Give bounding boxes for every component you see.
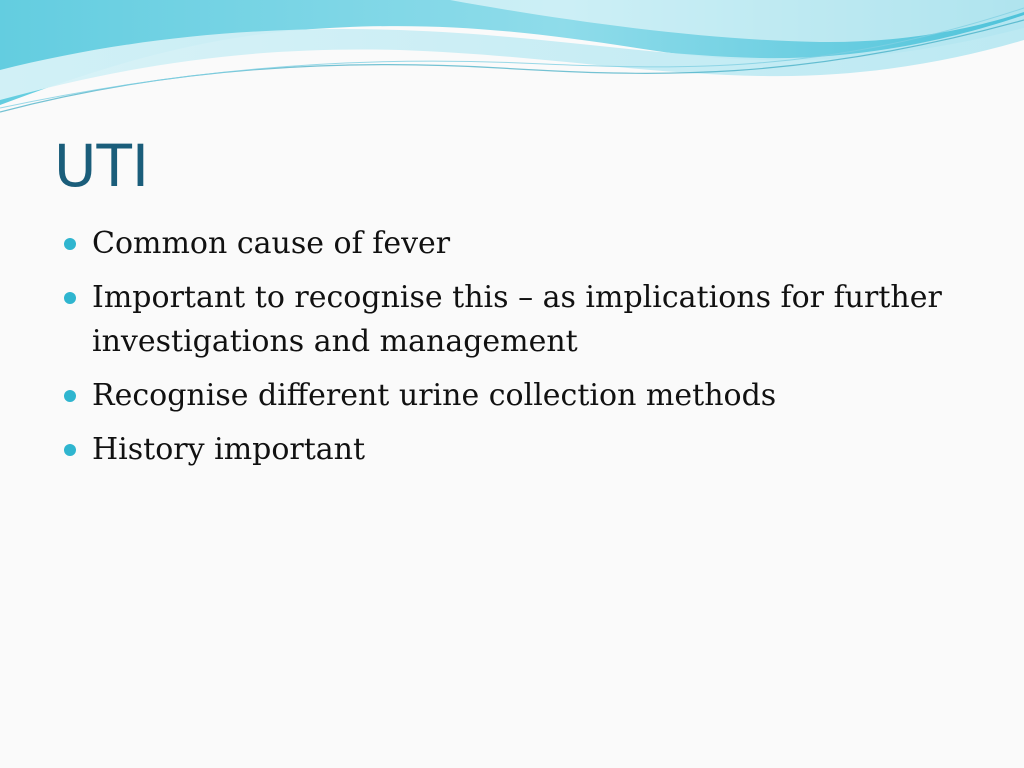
header-wave-decoration [0,0,1024,130]
bullet-dot-icon [64,292,76,304]
bullet-dot-icon [64,390,76,402]
bullet-dot-icon [64,238,76,250]
list-item [62,374,962,418]
list-item [62,222,962,266]
bullet-list [62,222,962,482]
bullet-text: Common cause of fever [92,226,451,261]
bullet-text: History important [92,432,366,467]
list-item [62,276,962,364]
bullet-text: Important to recognise this – as implications for further investigations and management [92,280,942,359]
list-item [62,428,962,472]
slide-title: UTI [54,132,149,200]
bullet-text: Recognise different urine collection methods [92,378,777,413]
bullet-dot-icon [64,444,76,456]
